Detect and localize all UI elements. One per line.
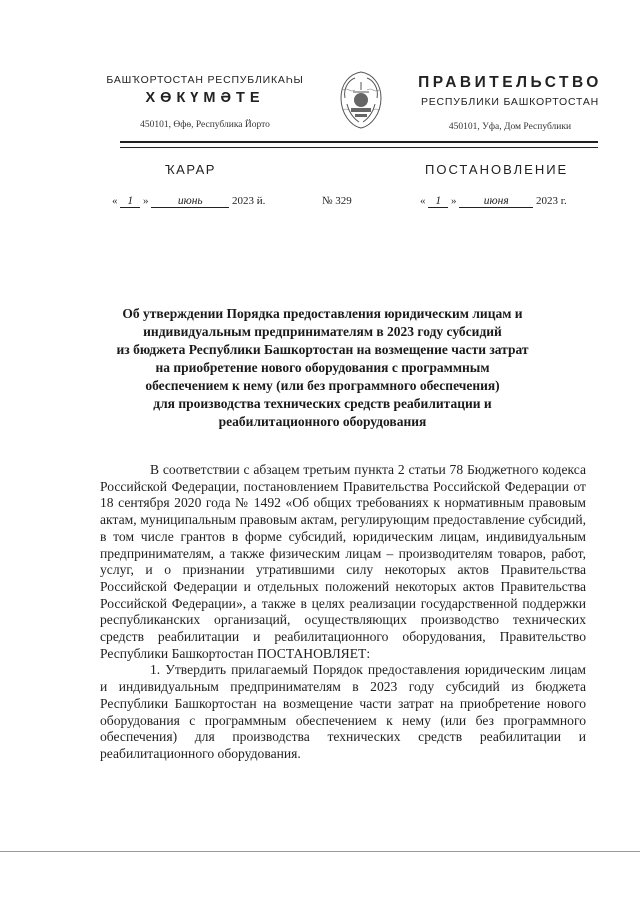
header-right-block [410, 74, 610, 132]
body-paragraph-2: 1. Утвердить прилагаемый Порядок предоставления юридическим лицам и индивидуальным предпринимателям в 2023 году субсидий из бюджета Республики Башкортостан на возмещение части затрат на приобретение нового оборудования с программным обеспечением к нему (или без программного обеспечения) для производства технических средств реабилитации и реабилитационного оборудования. [100, 662, 586, 761]
doc-type-left: ҠАРАР [165, 162, 216, 177]
header-left-block [80, 74, 330, 130]
title-line: на приобретение нового оборудования с программным [155, 360, 490, 375]
document-body [100, 462, 586, 763]
document-number: № 329 [322, 195, 352, 207]
date-left-close-quote: » [143, 195, 149, 207]
header-right-line2: РЕСПУБЛИКИ БАШКОРТОСТАН [420, 96, 600, 108]
date-left-year: 2023 й. [232, 195, 266, 207]
body-paragraph-1: В соответствии с абзацем третьим пункта 2 статьи 78 Бюджетного кодекса Российской Федерации, постановлением Правительства Российской Федерации от 18 сентября 2020 года № 1492 «Об общих требованиях к нормативным правовым актам, муниципальным правовым актам, регулирующим предоставление субсидий, в том числе грантов в форме субсидий, юридическим лицам, индивидуальным предпринимателям, а также физическим лицам – производителям товаров, работ, услуг, и о признании утратившими силу некоторых актов Правительства Российской Федерации и отдельных положений некоторых актов Правительства Российской Федерации», а также в целях реализации государственной поддержки республиканских организаций, осуществляющих производство технических средств реабилитации и реабилитационного оборудования, Правительство Республики Башкортостан ПОСТАНОВЛЯЕТ: [100, 462, 586, 661]
title-line: реабилитационного оборудования [218, 414, 427, 429]
header-left-address: 450101, Өфө, Республика Йорто [140, 120, 270, 130]
bashkortostan-emblem-icon [335, 68, 387, 132]
date-right [420, 195, 567, 208]
header-left-line1: БАШҠОРТОСТАН РЕСПУБЛИКАҺЫ [106, 74, 304, 86]
date-right-year: 2023 г. [536, 195, 567, 207]
header-divider [120, 141, 598, 148]
doc-type-right: ПОСТАНОВЛЕНИЕ [425, 162, 569, 177]
date-right-close-quote: » [451, 195, 457, 207]
date-left-day: 1 [120, 195, 140, 208]
header-right-line1: ПРАВИТЕЛЬСТВО [418, 74, 602, 91]
title-line: для производства технических средств реабилитации и [153, 396, 492, 411]
title-line: индивидуальным предпринимателям в 2023 году субсидий [143, 324, 502, 339]
date-right-day: 1 [428, 195, 448, 208]
title-line: Об утверждении Порядка предоставления юридическим лицам и [122, 306, 523, 321]
date-left-month: июнь [151, 195, 229, 208]
date-right-month: июня [459, 195, 533, 208]
header-left-line2: ХӨКҮМӘТЕ [145, 90, 265, 106]
title-line: обеспечением к нему (или без программного обеспечения) [145, 378, 500, 393]
title-line: из бюджета Республики Башкортостан на возмещение части затрат [116, 342, 529, 357]
date-left-open-quote: « [112, 195, 118, 207]
date-right-open-quote: « [420, 195, 426, 207]
date-left [112, 195, 265, 208]
header-right-address: 450101, Уфа, Дом Республики [448, 122, 572, 132]
document-title [100, 305, 545, 431]
page-bottom-divider [0, 851, 640, 852]
